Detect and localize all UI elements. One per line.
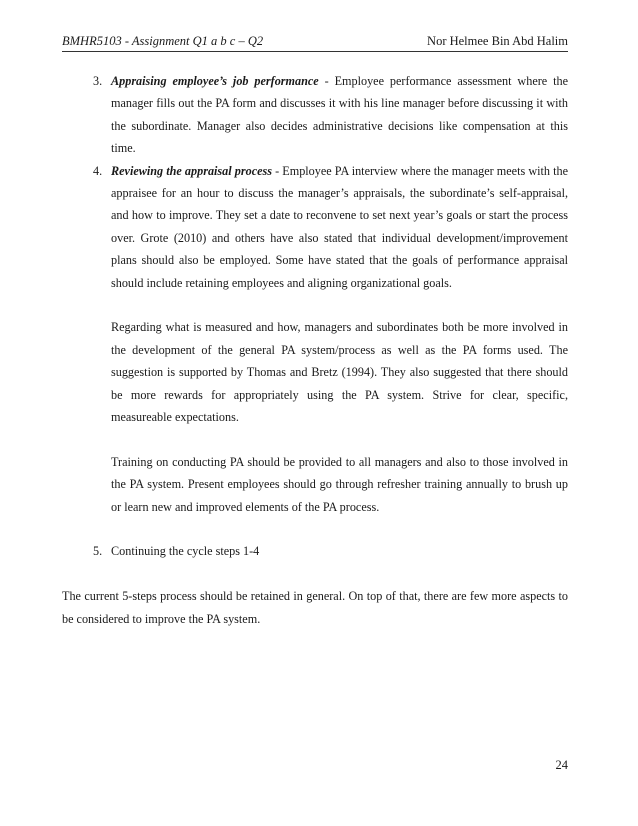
- paragraph-training: Training on conducting PA should be provided to all managers and also to those involved in the PA system. Present employees should go through refresher training annually to brush up or learn new and improved elements of the PA process.: [111, 454, 568, 514]
- spacer: [62, 518, 568, 540]
- spacer: [62, 294, 568, 316]
- spacer: [62, 428, 568, 450]
- header-divider: [62, 51, 568, 52]
- closing-paragraph: The current 5-steps process should be retained in general. On top of that, there are few more aspects to be considered to improve the PA system.: [62, 589, 568, 626]
- header-author-name: Nor Helmee Bin Abd Halim: [427, 34, 568, 48]
- document-body: [62, 70, 568, 630]
- list-item-term: Appraising employee’s job performance: [111, 74, 319, 88]
- page-header: [62, 33, 568, 49]
- paragraph-measurement: Regarding what is measured and how, managers and subordinates both be more involved in the development of the general PA system/process as well as the PA forms used. The suggestion is supported by Thomas and Bretz (1994). They also suggested that there should be more rewards for appropriately using the PA system. Strive for clear, specific, measureable expectations.: [111, 320, 568, 425]
- list-item-4: [62, 160, 568, 294]
- list-number: 3.: [93, 74, 103, 88]
- list-number: 4.: [93, 163, 103, 178]
- list-item-text: Continuing the cycle steps 1-4: [111, 544, 260, 559]
- header-course-title: BMHR5103 - Assignment Q1 a b c – Q2: [62, 34, 264, 48]
- list-item-3: [62, 70, 568, 160]
- page-number: 24: [555, 758, 568, 772]
- list-number: 5.: [93, 544, 103, 559]
- list-item-5: [62, 540, 568, 562]
- spacer: [62, 563, 568, 585]
- list-item-text: - Employee PA interview where the manager meets with the appraisee for an hour to discuss the manager’s appraisals, the subordinate’s self-appraisal, and how to improve. They set a date to reconvene to set next year’s goals or start the process over. Grote (2010) and others have also stated that individual development/improvement plans should also be employed. Some have stated that the goals of performance appraisal should include retaining employees and aligning organizational goals.: [111, 163, 568, 290]
- list-item-text: - Employee performance assessment where the manager fills out the PA form and discusses it with his line manager before discussing it with the subordinate. Manager also decides administrative decisions like compensation at this time.: [111, 74, 568, 156]
- list-item-term: Reviewing the appraisal process: [111, 163, 272, 178]
